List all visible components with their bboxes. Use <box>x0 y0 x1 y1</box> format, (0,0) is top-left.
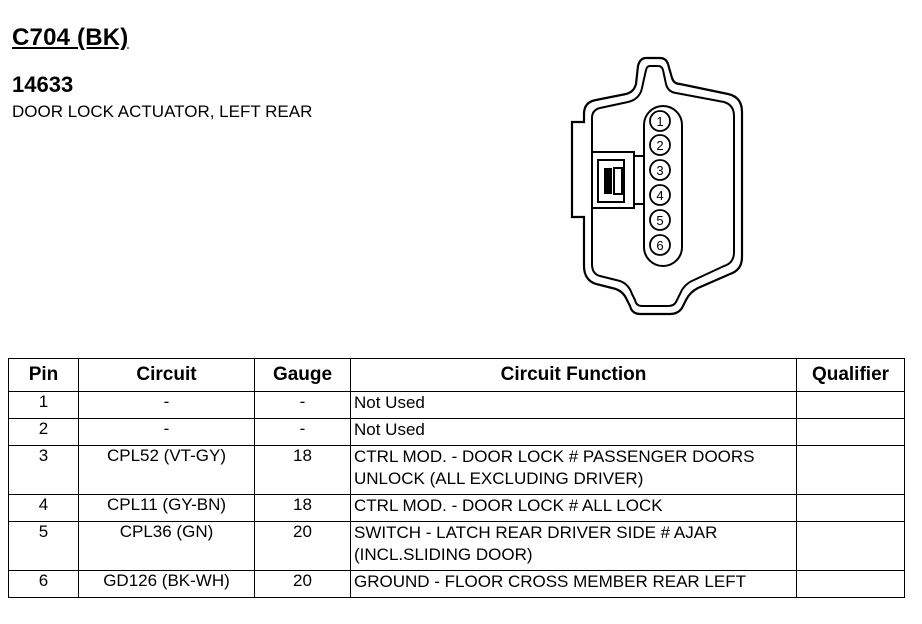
latch-tab <box>604 168 612 194</box>
part-number: 14633 <box>12 72 74 97</box>
cell-qualifier <box>797 392 905 419</box>
pin-6 <box>650 235 670 255</box>
cell-function: Not Used <box>351 419 797 446</box>
cell-circuit: CPL36 (GN) <box>79 522 255 571</box>
table-row <box>9 522 905 571</box>
cell-gauge: 18 <box>255 446 351 495</box>
pin-label-2: 2 <box>656 138 664 153</box>
pin-label-6: 6 <box>656 238 664 253</box>
cell-qualifier <box>797 446 905 495</box>
pin-5 <box>650 210 670 230</box>
connector-description: DOOR LOCK ACTUATOR, LEFT REAR <box>12 102 313 121</box>
header-function: Circuit Function <box>351 359 797 392</box>
connector-face-diagram <box>560 52 750 322</box>
table-header-row <box>9 359 905 392</box>
cell-pin: 3 <box>9 446 79 495</box>
cell-gauge: 20 <box>255 522 351 571</box>
header-qualifier: Qualifier <box>797 359 905 392</box>
cell-qualifier <box>797 522 905 571</box>
cell-circuit: - <box>79 392 255 419</box>
cell-pin: 1 <box>9 392 79 419</box>
cell-gauge: - <box>255 419 351 446</box>
pin-label-1: 1 <box>656 114 664 129</box>
cell-qualifier <box>797 495 905 522</box>
cell-gauge: - <box>255 392 351 419</box>
table-row <box>9 446 905 495</box>
cell-circuit: GD126 (BK-WH) <box>79 571 255 598</box>
pin-3 <box>650 160 670 180</box>
pin-table <box>8 358 905 598</box>
pin-label-5: 5 <box>656 213 664 228</box>
cell-qualifier <box>797 571 905 598</box>
table-row <box>9 392 905 419</box>
table-row <box>9 495 905 522</box>
pin-1 <box>650 111 670 131</box>
cell-pin: 4 <box>9 495 79 522</box>
header-circuit: Circuit <box>79 359 255 392</box>
table-row <box>9 571 905 598</box>
cell-function: Not Used <box>351 392 797 419</box>
cell-pin: 5 <box>9 522 79 571</box>
cell-function: GROUND - FLOOR CROSS MEMBER REAR LEFT <box>351 571 797 598</box>
latch-slot <box>614 168 622 194</box>
cell-function: SWITCH - LATCH REAR DRIVER SIDE # AJAR (INCL.SLIDING DOOR) <box>351 522 797 571</box>
cell-gauge: 20 <box>255 571 351 598</box>
pin-label-3: 3 <box>656 163 664 178</box>
pin-label-4: 4 <box>656 188 664 203</box>
cell-pin: 2 <box>9 419 79 446</box>
cell-function: CTRL MOD. - DOOR LOCK # ALL LOCK <box>351 495 797 522</box>
pin-4 <box>650 185 670 205</box>
cell-qualifier <box>797 419 905 446</box>
cell-circuit: CPL52 (VT-GY) <box>79 446 255 495</box>
cell-pin: 6 <box>9 571 79 598</box>
header-gauge: Gauge <box>255 359 351 392</box>
cell-gauge: 18 <box>255 495 351 522</box>
connector-id: C704 (BK) <box>12 24 129 51</box>
header-pin: Pin <box>9 359 79 392</box>
pin-2 <box>650 135 670 155</box>
cell-function: CTRL MOD. - DOOR LOCK # PASSENGER DOORS UNLOCK (ALL EXCLUDING DRIVER) <box>351 446 797 495</box>
table-row <box>9 419 905 446</box>
cell-circuit: CPL11 (GY-BN) <box>79 495 255 522</box>
cell-circuit: - <box>79 419 255 446</box>
